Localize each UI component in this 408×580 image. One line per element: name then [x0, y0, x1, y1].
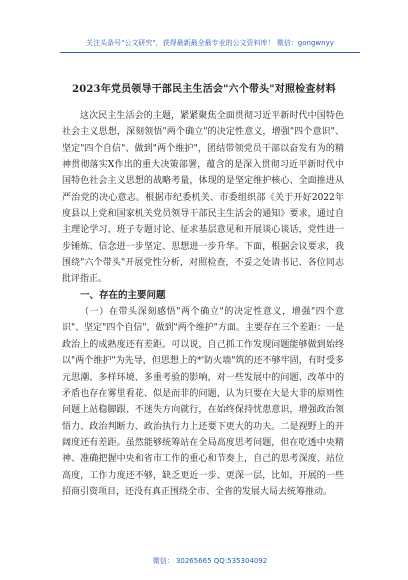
header-divider [60, 52, 360, 53]
footer-contact-banner: 微信： 30265665 QQ:535304092 [152, 557, 268, 565]
section-paragraph: （一）在带头深刻感悟"两个确立"的决定性意义，增强"四个意识"、坚定"四个自信"，做到"两个维护"方面。主要存在三个差距：一是政治上的成熟度还有差距。可以说，自己抓工作发现问题能够做到始终以"两个维护"为先导，但思想上的*'防火墙"筑的还不够牢固，有时受多元思潮、多样环境、多重考验的影响，对一些发展中的问题、改革中的矛盾也存在雾里看花、似是而非的问题，认为只要在大是大非的原则性问题上站稳脚跟、不迷失方向就行，在始终保持忧患意识，增强政治领悟力、政治判断力、政治执行力上还要下更大的功夫。二是视野上的开阔度还有差距。虽然能够统筹站在全局高度思考问题，但在吃透中央精神、准确把握中央和省市工作的重心和节奏上，自己的思考深度、站位高度，工作力度还不够，缺乏更近一步、更深一层，比如，开展的一些招商引资项目，还没有真正围绕全市、全省的发展大局去统筹推动。 [62, 307, 344, 497]
section-heading: 一、存在的主要问题 [80, 289, 166, 301]
document-body [62, 108, 344, 500]
document-title: 2023年党员领导干部民主生活会"六个带头"对照检查材料 [72, 84, 336, 95]
intro-paragraph: 这次民主生活会的主题，紧紧聚焦全面贯彻习近平新时代中国特色社会主义思想，深刻领悟"两个确立"的决定性意义，增强"四个意识"、坚定"四个自信"、做到"两个维护"，团结带领党员干部以奋发有为的精神贯彻落实X作出的重大决策部署，蕴含的是深入贯彻习近平新时代中国特色社会主义思想的战略考量，体现的是坚定维护核心、全面推进从严治党的决心意志。根据市纪委机关、市委组织部《关于开好2022年度县以上党和国家机关党员领导干部民主生活会的通知》要求，通过自主理论学习、班子专题讨论、征求基层意见和开展谈心谈话，党性进一步锤炼、信念进一步坚定、思想进一步升华。下面，根据会议要求，我围绕"六个带头"开展党性分析，对照检查，不妥之处请书记、各位同志批评指正。 [62, 111, 344, 285]
header-promo-banner: 关注头条号"公文研究"，获得最新最全最专业的公文资料库！ 微信：gongwnyy [86, 39, 334, 47]
